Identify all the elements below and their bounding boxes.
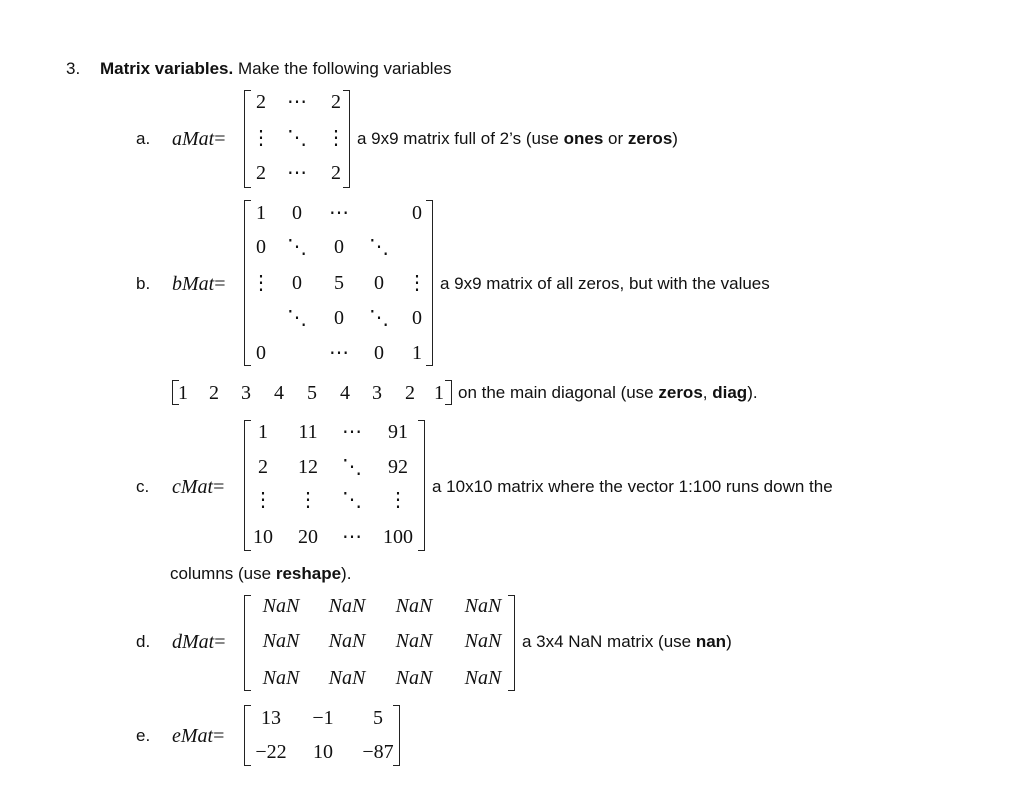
matrix-cell: ⋯	[342, 421, 362, 443]
matrix-cell: 91	[388, 421, 408, 443]
matrix-cell: 0	[412, 307, 422, 329]
item-e-lhs	[172, 726, 224, 746]
matrix-cell: 10	[313, 741, 333, 763]
matrix-cell: NaN	[395, 667, 433, 689]
matrix-cell: 5	[373, 707, 383, 729]
item-c-label: c.	[136, 477, 150, 496]
right-bracket	[418, 420, 425, 551]
right-bracket	[445, 380, 452, 405]
matrix-cell: ⋮	[388, 489, 408, 511]
left-bracket	[244, 90, 251, 188]
item-a-lhs	[172, 129, 226, 149]
matrix-cell: ⋮	[407, 272, 427, 294]
matrix-name: bMat	[172, 273, 215, 295]
item-b-description-2: on the main diagonal (use zeros, diag).	[458, 383, 758, 402]
matrix-cell: NaN	[464, 630, 502, 652]
equals-sign: =	[214, 128, 226, 150]
vector-entry: 4	[340, 382, 350, 404]
matrix-cell: NaN	[395, 595, 433, 617]
matrix-cell: NaN	[328, 630, 366, 652]
matrix-name: eMat	[172, 725, 214, 747]
matrix-cell: −1	[312, 707, 334, 729]
item-c-lhs	[172, 477, 224, 497]
matrix-name: cMat	[172, 476, 214, 498]
matrix-cell: 13	[261, 707, 281, 729]
item-a-description: a 9x9 matrix full of 2’s (use ones or zeros)	[357, 129, 678, 148]
matrix-cell: NaN	[262, 667, 300, 689]
item-d-label: d.	[136, 632, 151, 651]
matrix-cell: NaN	[464, 667, 502, 689]
matrix-cell: ⋱	[369, 236, 389, 258]
matrix-cell: ⋯	[329, 342, 349, 364]
equals-sign: =	[214, 631, 226, 653]
matrix-cell: 0	[374, 342, 384, 364]
matrix-cell: 0	[256, 236, 266, 258]
matrix-cell: ⋮	[253, 489, 273, 511]
matrix-cell: 0	[412, 202, 422, 224]
matrix-cell: 0	[292, 272, 302, 294]
matrix-cell: 0	[334, 307, 344, 329]
matrix-cell: ⋯	[287, 91, 307, 113]
right-bracket	[393, 705, 400, 766]
item-c-description: a 10x10 matrix where the vector 1:100 runs down the	[432, 477, 833, 496]
matrix-cell: 2	[331, 162, 341, 184]
matrix-cell: ⋮	[251, 127, 271, 149]
vector-entry: 1	[178, 382, 188, 404]
item-b-description: a 9x9 matrix of all zeros, but with the values	[440, 274, 770, 293]
matrix-cell: 5	[334, 272, 344, 294]
matrix-cell: ⋮	[251, 272, 271, 294]
matrix-cell: ⋱	[287, 236, 307, 258]
matrix-cell: ⋱	[342, 489, 362, 511]
left-bracket	[244, 200, 251, 366]
matrix-cell: ⋮	[298, 489, 318, 511]
item-b-lhs	[172, 274, 226, 294]
vector-entry: 2	[405, 382, 415, 404]
matrix-cell: 1	[412, 342, 422, 364]
item-a-label: a.	[136, 129, 151, 148]
matrix-cell: −87	[362, 741, 394, 763]
left-bracket	[244, 595, 251, 691]
matrix-cell: ⋱	[287, 127, 307, 149]
matrix-cell: NaN	[464, 595, 502, 617]
matrix-cell: 12	[298, 456, 318, 478]
matrix-cell: NaN	[328, 595, 366, 617]
matrix-cell: NaN	[262, 630, 300, 652]
vector-entry: 4	[274, 382, 284, 404]
matrix-cell: 10	[253, 526, 273, 548]
vector-entry: 3	[372, 382, 382, 404]
matrix-cell: 92	[388, 456, 408, 478]
matrix-cell: 1	[258, 421, 268, 443]
matrix-cell: ⋯	[287, 162, 307, 184]
matrix-cell: ⋱	[287, 307, 307, 329]
problem-title: Matrix variables.	[100, 59, 234, 78]
left-bracket	[244, 420, 251, 551]
matrix-cell: ⋯	[342, 526, 362, 548]
item-d-lhs	[172, 632, 226, 652]
matrix-cell: 0	[334, 236, 344, 258]
matrix-cell: NaN	[395, 630, 433, 652]
matrix-cell: 100	[383, 526, 413, 548]
problem-intro: Make the following variables	[237, 59, 452, 78]
matrix-cell: −22	[255, 741, 287, 763]
vector-entry: 3	[241, 382, 251, 404]
matrix-name: aMat	[172, 128, 215, 150]
item-b-label: b.	[136, 274, 151, 293]
equals-sign: =	[213, 476, 225, 498]
matrix-cell: 11	[298, 421, 318, 443]
matrix-cell: ⋱	[369, 307, 389, 329]
item-e-label: e.	[136, 726, 151, 745]
vector-entry: 5	[307, 382, 317, 404]
problem-title-line	[100, 59, 452, 79]
equals-sign: =	[214, 273, 226, 295]
matrix-cell: NaN	[328, 667, 366, 689]
matrix-cell: 2	[331, 91, 341, 113]
vector-entry: 1	[434, 382, 444, 404]
equals-sign: =	[213, 725, 225, 747]
right-bracket	[508, 595, 515, 691]
matrix-cell: 0	[292, 202, 302, 224]
matrix-cell: 20	[298, 526, 318, 548]
problem-number: 3.	[66, 59, 81, 78]
matrix-cell: 2	[256, 162, 266, 184]
matrix-cell: 2	[258, 456, 268, 478]
item-d-description: a 3x4 NaN matrix (use nan)	[522, 632, 732, 651]
matrix-cell: 1	[256, 202, 266, 224]
right-bracket	[426, 200, 433, 366]
item-c-description-2: columns (use reshape).	[170, 564, 352, 583]
matrix-cell: NaN	[262, 595, 300, 617]
matrix-cell: 0	[374, 272, 384, 294]
matrix-name: dMat	[172, 631, 215, 653]
matrix-cell: ⋱	[342, 456, 362, 478]
matrix-cell: ⋮	[326, 127, 346, 149]
left-bracket	[244, 705, 251, 766]
vector-entry: 2	[209, 382, 219, 404]
matrix-cell: 2	[256, 91, 266, 113]
matrix-cell: 0	[256, 342, 266, 364]
matrix-cell: ⋯	[329, 202, 349, 224]
